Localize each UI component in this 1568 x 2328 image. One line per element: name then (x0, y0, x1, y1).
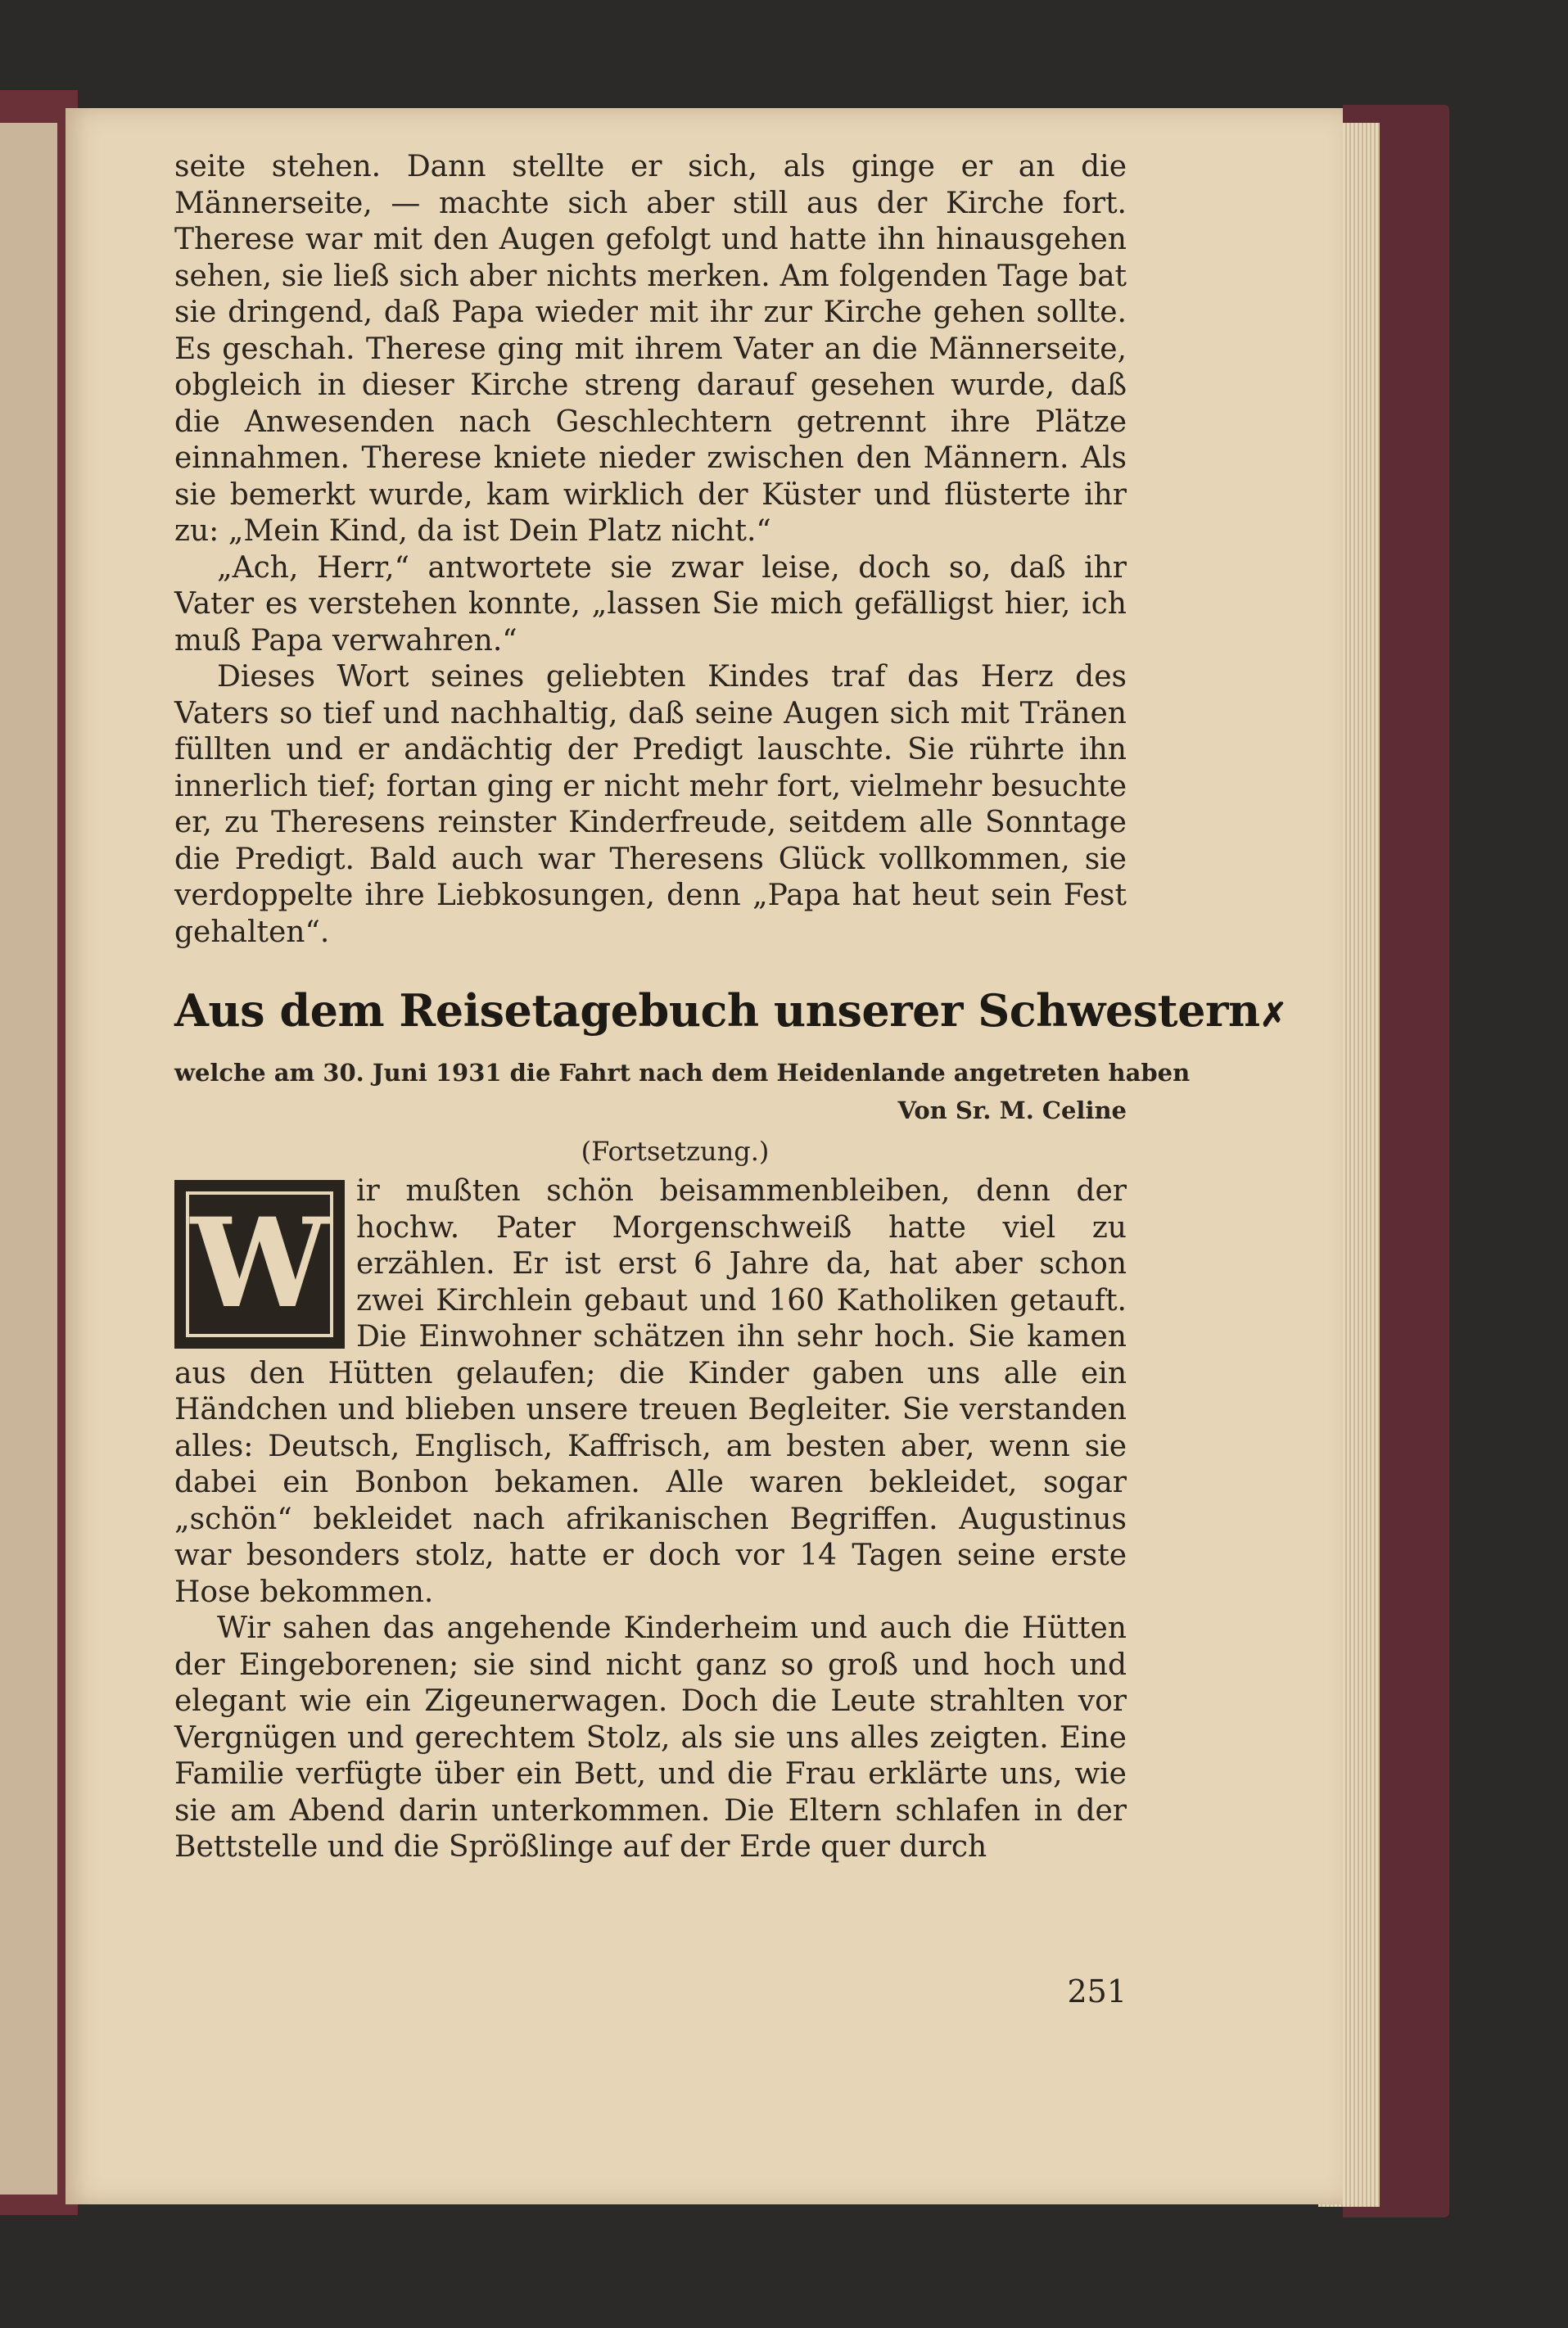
article-heading-text: Aus dem Reisetagebuch unserer Schwestern (174, 984, 1260, 1037)
left-page-edge (0, 123, 57, 2195)
article-heading (174, 980, 1287, 1046)
heading-ornament: ✗ (1259, 996, 1287, 1034)
paragraph: Dieses Wort seines geliebten Kindes traf das Herz des Vaters so tief und nachhaltig, daß seine Augen sich mit Tränen füllten und er andächtig der Predigt lauschte. Sie rührte ihn innerlich tief; fortan ging er nicht mehr fort, vielmehr besuchte er, zu Theresens reinster Kinderfreude, seitdem alle Sonntage die Predigt. Bald auch war Theresens Glück vollkommen, sie verdoppelte ihre Liebkosungen, denn „Papa hat heut sein Fest gehalten“. (174, 660, 1127, 949)
continuation-note: (Fortsetzung.) (581, 1136, 770, 1167)
article-subheading: welche am 30. Juni 1931 die Fahrt nach dem Heidenlande angetreten haben (174, 1059, 1191, 1087)
dropcap-ornament (174, 1180, 345, 1349)
page-text (174, 149, 1287, 1866)
paragraph: seite stehen. Dann stellte er sich, als ginge er an die Männerseite, — machte sich aber still aus der Kirche fort. Therese war mit den Augen gefolgt und hatte ihn hinausgehen sehen, sie ließ sich aber nichts merken. Am folgenden Tage bat sie dringend, daß Papa wieder mit ihr zur Kirche gehen sollte. Es geschah. Therese ging mit ihrem Vater an die Männerseite, obgleich in dieser Kirche streng darauf gesehen wurde, daß die Anwesenden nach Geschlechtern getrennt ihre Plätze einnahmen. Therese kniete nieder zwischen den Männern. Als sie bemerkt wurde, kam wirklich der Küster und flüsterte ihr zu: „Mein Kind, da ist Dein Platz nicht.“ (174, 150, 1127, 548)
page-number: 251 (1067, 1973, 1127, 2009)
article-byline: Von Sr. M. Celine (897, 1096, 1127, 1124)
paragraph: Wir sahen das angehende Kinderheim und auch die Hütten der Eingeborenen; sie sind nicht ganz so groß und hoch und elegant wie ein Zigeunerwagen. Doch die Leute strahlten vor Vergnügen und gerechtem Stolz, als sie uns alles zeigten. Eine Familie verfügte über ein Bett, und die Frau erklärte uns, wie sie am Abend darin unterkommen. Die Eltern schlafen in der Bettstelle und die Sprößlinge auf der Erde quer durch (174, 1612, 1127, 1864)
dropcap-letter: W (190, 1191, 329, 1336)
paragraph: ir mußten schön beisammenbleiben, denn der hochw. Pater Morgenschweiß hatte viel zu erzählen. Er ist erst 6 Jahre da, hat aber schon zwei Kirchlein gebaut und 160 Katholiken getauft. Die Einwohner schätzen ihn sehr hoch. Sie kamen aus den Hütten gelaufen; die Kinder gaben uns alle ein Händchen und blieben unsere treuen Begleiter. Sie verstanden alles: Deutsch, Englisch, Kaffrisch, am besten aber, wenn sie dabei ein Bonbon bekamen. Alle waren bekleidet, sogar „schön“ bekleidet nach afrikanischen Begriffen. Augustinus war besonders stolz, hatte er doch vor 14 Tagen seine erste Hose bekommen. (174, 1174, 1127, 1609)
paragraph: „Ach, Herr,“ antwortete sie zwar leise, doch so, daß ihr Vater es verstehen konnte, „lassen Sie mich gefälligst hier, ich muß Papa verwahren.“ (174, 550, 1127, 658)
